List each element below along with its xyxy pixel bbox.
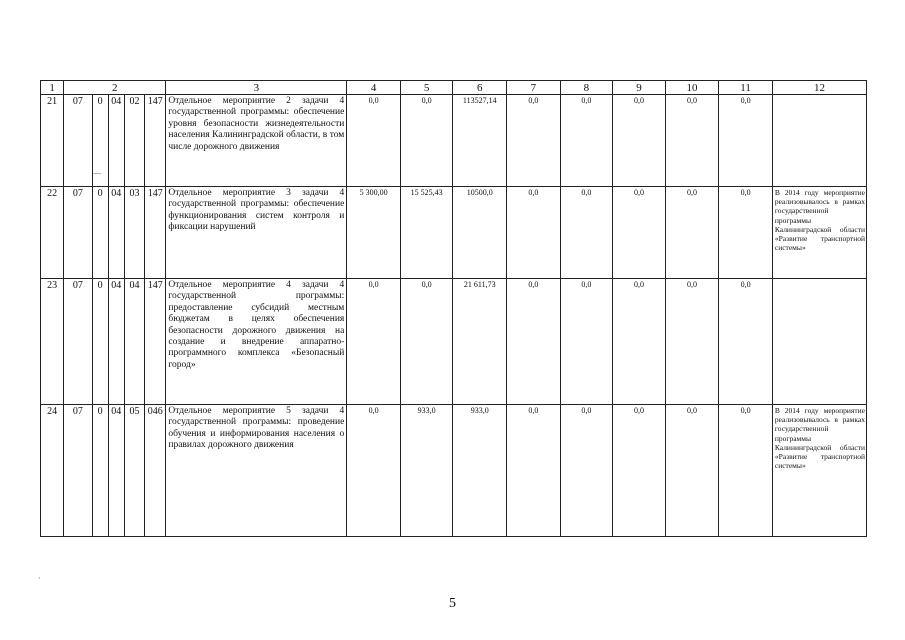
value-cell: 0,0 (507, 95, 561, 187)
code-cell: 04 (108, 405, 124, 537)
note-cell (772, 95, 866, 187)
note-cell: В 2014 году мероприятие реализовывалось в рамках государственной программы Калининградской области «Развитие транспортной системы» (772, 187, 866, 279)
value-cell: 0,0 (719, 405, 773, 537)
program-table (40, 80, 867, 537)
header-cell: 7 (507, 81, 561, 95)
note-cell (772, 279, 866, 405)
code-cell: 07 (64, 187, 92, 279)
header-cell: 5 (400, 81, 453, 95)
value-cell: 0,0 (507, 187, 561, 279)
table-row (41, 405, 867, 537)
header-cell: 4 (347, 81, 401, 95)
value-cell: 0,0 (560, 187, 613, 279)
value-cell: 0,0 (665, 405, 719, 537)
value-cell: 0,0 (613, 187, 666, 279)
code-cell: 147 (145, 95, 166, 187)
row-number-cell: 23 (41, 279, 64, 405)
value-cell: 0,0 (665, 187, 719, 279)
value-cell: 113527,14 (453, 95, 507, 187)
code-cell: 07 (64, 279, 92, 405)
value-cell: 0,0 (347, 95, 401, 187)
value-cell: 5 300,00 (347, 187, 401, 279)
value-cell: 21 611,73 (453, 279, 507, 405)
value-cell: 0,0 (719, 187, 773, 279)
value-cell: 0,0 (347, 279, 401, 405)
value-cell: 0,0 (719, 95, 773, 187)
note-cell: В 2014 году мероприятие реализовывалось в рамках государственной программы Калининградской области «Развитие транспортной системы» (772, 405, 866, 537)
table-row (41, 279, 867, 405)
table-row (41, 95, 867, 187)
value-cell: 0,0 (560, 405, 613, 537)
code-cell: 03 (124, 187, 144, 279)
description-cell: Отдельное мероприятие 3 задачи 4 государственной программы: обеспечение функционирования систем контроля и фиксации нарушений (166, 187, 347, 279)
table-row (41, 187, 867, 279)
code-cell: 147 (145, 187, 166, 279)
value-cell: 0,0 (400, 279, 453, 405)
row-number-cell: 24 (41, 405, 64, 537)
page-number: 5 (449, 596, 456, 611)
header-cell: 3 (166, 81, 347, 95)
description-cell: Отдельное мероприятие 5 задачи 4 государственной программы: проведение обучения и информирования населения о правилах дорожного движения (166, 405, 347, 537)
scan-mark: — (93, 168, 101, 177)
value-cell: 0,0 (719, 279, 773, 405)
code-cell: 04 (108, 279, 124, 405)
header-row (41, 81, 867, 95)
header-cell: 6 (453, 81, 507, 95)
header-cell: 9 (613, 81, 666, 95)
header-cell: 8 (560, 81, 613, 95)
value-cell: 0,0 (560, 95, 613, 187)
value-cell: 0,0 (613, 279, 666, 405)
value-cell: 0,0 (613, 405, 666, 537)
header-cell: 10 (665, 81, 719, 95)
value-cell: 0,0 (560, 279, 613, 405)
value-cell: 0,0 (665, 95, 719, 187)
scan-mark: · (38, 574, 41, 583)
value-cell: 0,0 (507, 279, 561, 405)
value-cell: 0,0 (507, 405, 561, 537)
code-cell: 0 (92, 279, 108, 405)
value-cell: 10500,0 (453, 187, 507, 279)
header-cell: 11 (719, 81, 773, 95)
header-cell: 12 (772, 81, 866, 95)
row-number-cell: 22 (41, 187, 64, 279)
code-cell: 07 (64, 95, 92, 187)
code-cell: 02 (124, 95, 144, 187)
value-cell: 0,0 (665, 279, 719, 405)
value-cell: 0,0 (613, 95, 666, 187)
value-cell: 0,0 (347, 405, 401, 537)
code-cell: 07 (64, 405, 92, 537)
value-cell: 0,0 (400, 95, 453, 187)
code-cell: 05 (124, 405, 144, 537)
header-cell: 2 (64, 81, 166, 95)
code-cell: 04 (108, 95, 124, 187)
value-cell: 933,0 (453, 405, 507, 537)
value-cell: 15 525,43 (400, 187, 453, 279)
row-number-cell: 21 (41, 95, 64, 187)
code-cell: 04 (124, 279, 144, 405)
description-cell: Отдельное мероприятие 2 задачи 4 государственной программы: обеспечение уровня безопасности жизнедеятельности населения Калининградской области, в том числе дорожного движения (166, 95, 347, 187)
code-cell: 0 (92, 95, 108, 187)
code-cell: 046 (145, 405, 166, 537)
value-cell: 933,0 (400, 405, 453, 537)
header-cell: 1 (41, 81, 64, 95)
code-cell: 04 (108, 187, 124, 279)
code-cell: 0 (92, 405, 108, 537)
description-cell: Отдельное мероприятие 4 задачи 4 государственной программы: предоставление субсидий местным бюджетам в целях обеспечения безопасности дорожного движения на создание и внедрение аппаратно-программного комплекса «Безопасный город» (166, 279, 347, 405)
code-cell: 147 (145, 279, 166, 405)
code-cell: 0 (92, 187, 108, 279)
